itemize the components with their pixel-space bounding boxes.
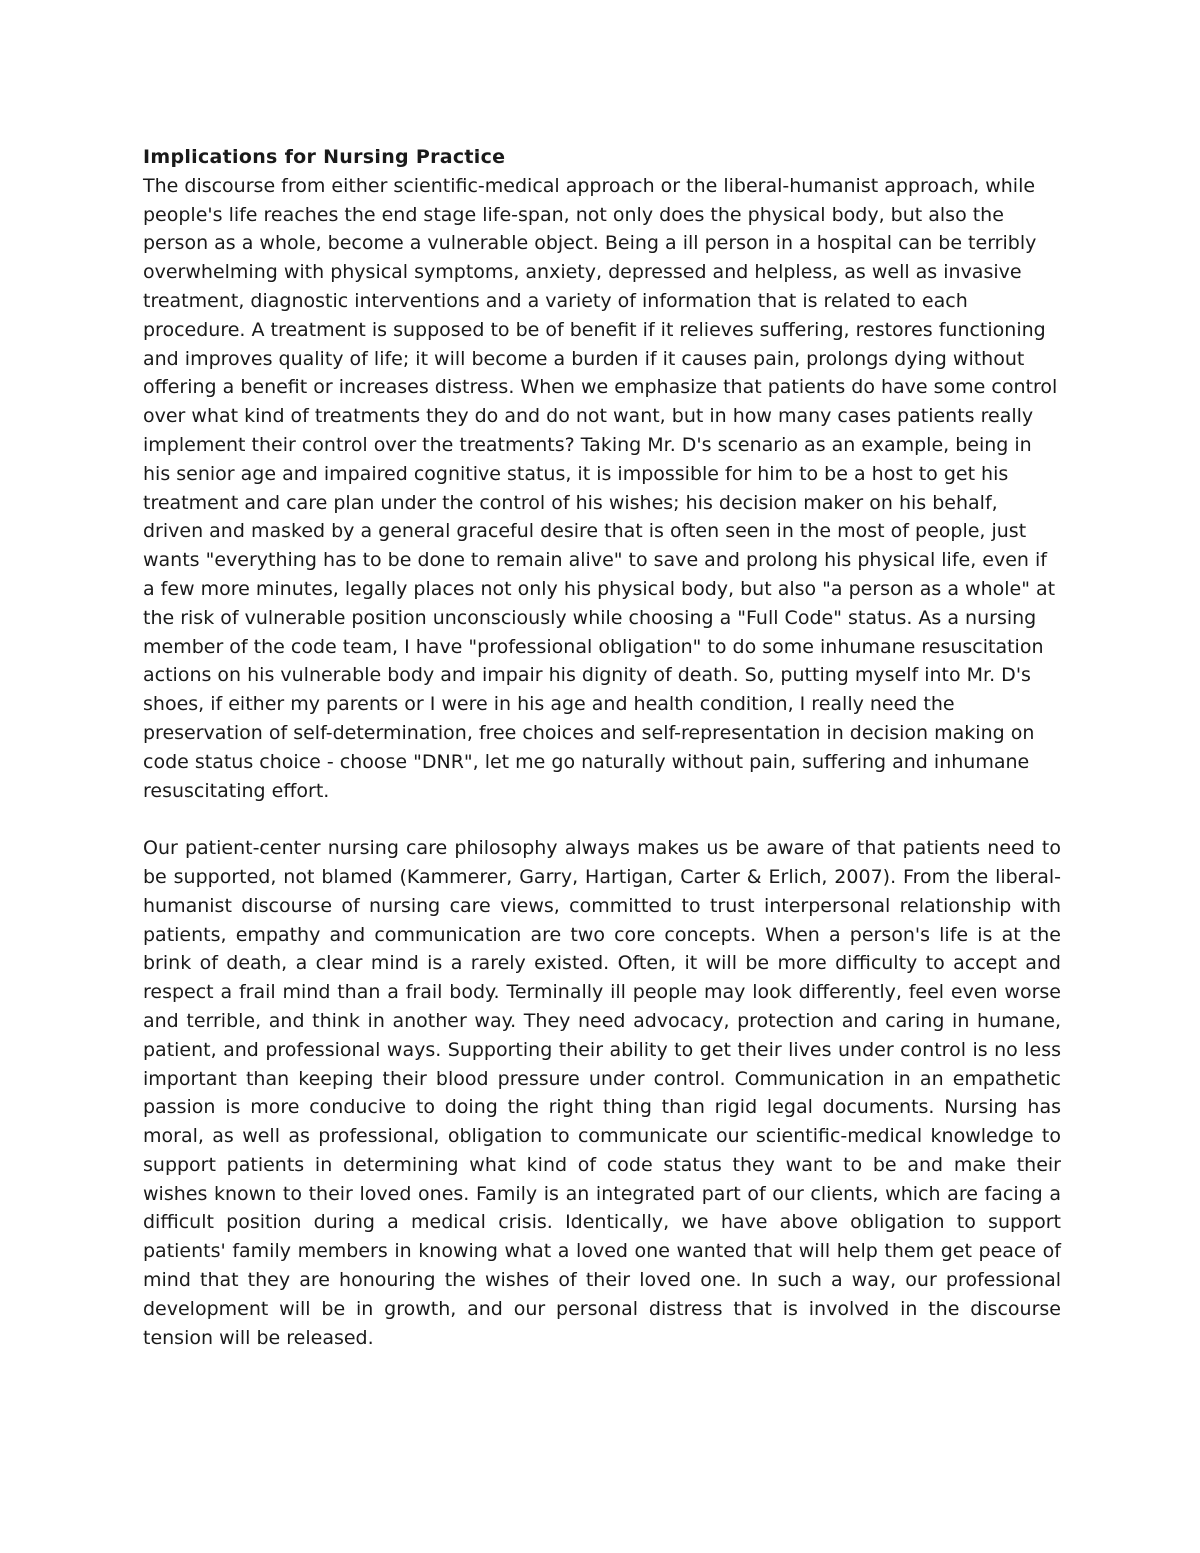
paragraph-2: Our patient-center nursing care philosophy always makes us be aware of that patients need to be supported, not blamed (Kammerer, Garry, Hartigan, Carter & Erlich, 2007). From the liberal-humanist discourse of nursing care views, committed to trust interpersonal relationship with patients, empathy and communication are two core concepts. When a person's life is at the brink of death, a clear mind is a rarely existed. Often, it will be more difficulty to accept and respect a frail mind than a frail body. Terminally ill people may look differently, feel even worse and terrible, and think in another way. They need advocacy, protection and caring in humane, patient, and professional ways. Supporting their ability to get their lives under control is no less important than keeping their blood pressure under control. Communication in an empathetic passion is more conducive to doing the right thing than rigid legal documents. Nursing has moral, as well as professional, obligation to communicate our scientific-medical knowledge to support patients in determining what kind of code status they want to be and make their wishes known to their loved ones. Family is an integrated part of our clients, which are facing a difficult position during a medical crisis. Identically, we have above obligation to support patients' family members in knowing what a loved one wanted that will help them get peace of mind that they are honouring the wishes of their loved one. In such a way, our professional development will be in growth, and our personal distress that is involved in the discourse tension will be released. xyxy=(143,837,1061,1349)
paragraph-1: The discourse from either scientific-medical approach or the liberal-humanist approach, while people's life reaches the end stage life-span, not only does the physical body, but also the person as a whole, become a vulnerable object. Being a ill person in a hospital can be terribly overwhelming with physical symptoms, anxiety, depressed and helpless, as well as invasive treatment, diagnostic interventions and a variety of information that is related to each procedure. A treatment is supposed to be of benefit if it relieves suffering, restores functioning and improves quality of life; it will become a burden if it causes pain, prolongs dying without offering a benefit or increases distress. When we emphasize that patients do have some control over what kind of treatments they do and do not want, but in how many cases patients really implement their control over the treatments? Taking Mr. D's scenario as an example, being in his senior age and impaired cognitive status, it is impossible for him to be a host to get his treatment and care plan under the control of his wishes; his decision maker on his behalf, driven and masked by a general graceful desire that is often seen in the most of people, just wants "everything has to be done to remain alive" to save and prolong his physical life, even if a few more minutes, legally places not only his physical body, but also "a person as a whole" at the risk of vulnerable position unconsciously while choosing a "Full Code" status. As a nursing member of the code team, I have "professional obligation" to do some inhumane resuscitation actions on his vulnerable body and impair his dignity of death. So, putting myself into Mr. D's shoes, if either my parents or I were in his age and health condition, I really need the preservation of self-determination, free choices and self-representation in decision making on code status choice - choose "DNR", let me go naturally without pain, suffering and inhumane resuscitating effort. xyxy=(143,174,1058,802)
document-body xyxy=(143,143,1061,1352)
section-heading: Implications for Nursing Practice xyxy=(143,146,506,168)
